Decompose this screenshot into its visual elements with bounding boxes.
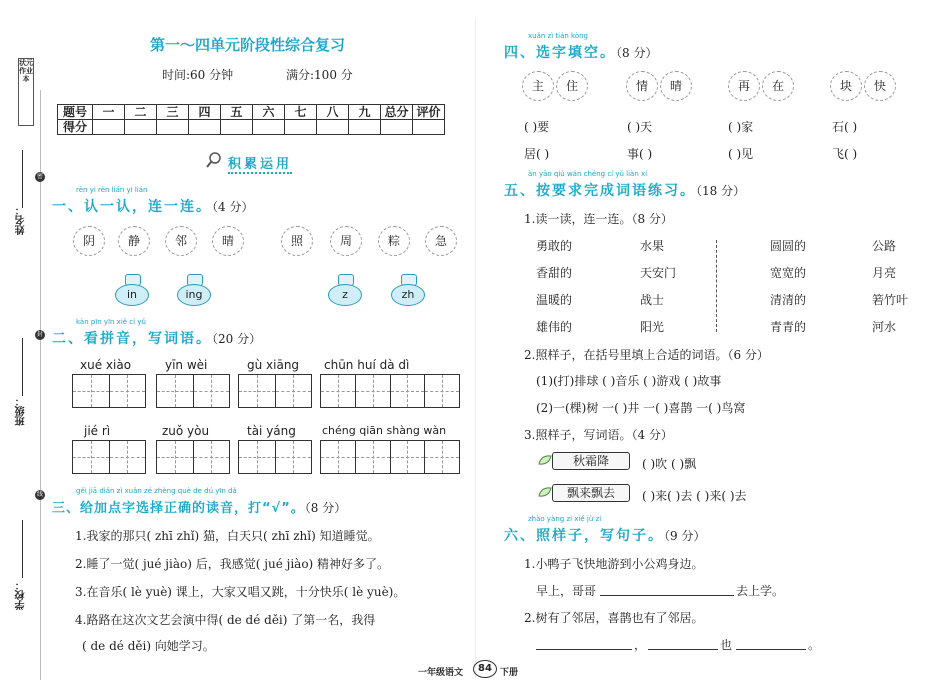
answer-line[interactable]: [536, 649, 632, 650]
char-cloud[interactable]: 周: [330, 226, 362, 256]
score-header-cell: 三: [157, 105, 189, 120]
score-header-cell: 八: [317, 105, 349, 120]
score-cell[interactable]: [285, 120, 317, 135]
score-header-cell: 评价: [413, 105, 445, 120]
option-cloud: 快: [864, 71, 896, 101]
char-cloud[interactable]: 邻: [165, 226, 197, 256]
match-word[interactable]: 水果: [640, 239, 665, 253]
option-cloud: 主: [522, 71, 554, 101]
footer-grade: 一年级语文: [418, 668, 464, 678]
score-header-cell: 五: [221, 105, 253, 120]
s4-pinyin: xuǎn zì tián kòng: [528, 32, 588, 40]
match-word[interactable]: 圆圆的: [770, 239, 807, 253]
match-word[interactable]: 勇敢的: [536, 239, 573, 253]
option-cloud: 情: [626, 71, 658, 101]
answer-line[interactable]: [736, 649, 806, 650]
full-score-label: 满分:100 分: [286, 68, 353, 82]
s4-title-text: 四、选字填空。: [504, 45, 616, 61]
score-table: [57, 104, 445, 135]
s5-q3-row[interactable]: ( )吹 ( )飘: [642, 457, 697, 471]
binding-dot-3: 线: [36, 491, 43, 498]
vase[interactable]: [328, 274, 362, 306]
option-cloud: 晴: [660, 71, 692, 101]
match-word[interactable]: 温暖的: [536, 293, 573, 307]
s1-pinyin: rèn yi rèn lián yi lián: [76, 186, 148, 194]
binding-dot-1: 密: [36, 173, 43, 180]
match-word[interactable]: 月亮: [872, 266, 897, 280]
s6-item: 2.树有了邻居，喜鹊也有了邻居。: [524, 611, 704, 625]
writing-grid[interactable]: [156, 440, 230, 474]
char-cloud[interactable]: 静: [118, 226, 150, 256]
fill-blank[interactable]: ( )要: [524, 120, 550, 134]
fill-blank[interactable]: ( )天: [627, 120, 653, 134]
vase-label: z: [328, 284, 362, 306]
s3-item[interactable]: 1.我家的那只( zhī zhǐ) 猫，白天只( zhī zhǐ) 知道睡觉。: [75, 529, 380, 543]
score-cell[interactable]: [349, 120, 381, 135]
name-label: 姓名：: [16, 205, 27, 235]
s5-title: [504, 180, 745, 200]
s3-title: [52, 497, 346, 516]
writing-grid[interactable]: [72, 440, 146, 474]
writing-grid[interactable]: [238, 374, 312, 408]
fill-blank[interactable]: 飞( ): [832, 147, 858, 161]
match-word[interactable]: 天安门: [640, 266, 677, 280]
match-word[interactable]: 箬竹叶: [872, 293, 909, 307]
writing-grid[interactable]: [156, 374, 230, 408]
score-header-cell: 六: [253, 105, 285, 120]
score-cell[interactable]: [189, 120, 221, 135]
leaf-icon: [538, 454, 552, 466]
s5-q1: 1.读一读，连一连。（8 分）: [524, 212, 673, 226]
match-word[interactable]: 战士: [640, 293, 665, 307]
char-cloud[interactable]: 晴: [212, 226, 244, 256]
writing-grid[interactable]: [320, 440, 460, 474]
score-cell[interactable]: [317, 120, 349, 135]
s6-item: 。: [808, 638, 821, 652]
score-cell[interactable]: [413, 120, 445, 135]
s6-item: ，: [634, 638, 647, 652]
leaf-icon: [538, 486, 552, 498]
answer-line[interactable]: [648, 649, 718, 650]
match-word[interactable]: 宽宽的: [770, 266, 807, 280]
s5-q2-row[interactable]: (2)一(棵)树 一( )井 一( )喜鹊 一( )鸟窝: [536, 401, 746, 415]
word-pinyin: zuǒ yòu: [162, 424, 210, 438]
vase[interactable]: [115, 274, 149, 306]
s2-title: [52, 328, 261, 348]
char-cloud[interactable]: 粽: [378, 226, 410, 256]
s5-pinyin: àn yāo qiú wán chéng cí yǔ liàn xí: [528, 170, 648, 178]
s3-item[interactable]: 4.路路在这次文艺会演中得( de dé děi) 了第一名，我得: [75, 613, 376, 627]
word-pinyin: yīn wèi: [165, 358, 208, 372]
binding-dot-2: 封: [36, 331, 43, 338]
s6-title: [504, 525, 705, 545]
score-header-cell: 总分: [381, 105, 413, 120]
vase[interactable]: [177, 274, 211, 306]
page-title: 第一～四单元阶段性综合复习: [150, 36, 346, 54]
s2-pinyin: kàn pīn yīn xiě cí yǔ: [76, 318, 146, 326]
magnifier-icon: [205, 151, 223, 169]
option-cloud: 住: [556, 71, 588, 101]
word-pinyin: jié rì: [84, 424, 111, 438]
char-cloud[interactable]: 阴: [73, 226, 105, 256]
answer-line[interactable]: [600, 595, 734, 596]
school-label: 学校：: [16, 580, 27, 610]
s5-q3: 3.照样子，写词语。（4 分）: [524, 428, 673, 442]
s3-item[interactable]: ( de dé děi) 向她学习。: [82, 639, 215, 653]
char-cloud[interactable]: 照: [281, 226, 313, 256]
score-header-cell: 九: [349, 105, 381, 120]
score-header-cell: 一: [93, 105, 125, 120]
s5-q2-row[interactable]: (1)(打)排球 ( )音乐 ( )游戏 ( )故事: [536, 374, 722, 388]
page-number: 84: [473, 660, 497, 678]
class-label: 班级：: [16, 396, 27, 426]
writing-grid[interactable]: [238, 440, 312, 474]
fill-blank[interactable]: 居( ): [524, 147, 550, 161]
vase-label: in: [115, 284, 149, 306]
s6-item: 也: [720, 638, 733, 652]
time-label: 时间:60 分钟: [162, 68, 234, 82]
fill-blank[interactable]: 事( ): [627, 147, 653, 161]
s5-q2: 2.照样子，在括号里填上合适的词语。（6 分）: [524, 348, 769, 362]
vase-label: ing: [177, 284, 211, 306]
char-cloud[interactable]: 急: [425, 226, 457, 256]
score-cell[interactable]: [93, 120, 125, 135]
match-word[interactable]: 雄伟的: [536, 320, 573, 334]
word-pinyin: chūn huí dà dì: [324, 358, 410, 372]
s1-title: [52, 196, 253, 216]
s1-points: （4 分）: [212, 200, 254, 214]
s3-pinyin: gěi jiā diǎn zì xuǎn zé zhèng què de dú yīn dǎ: [76, 487, 237, 495]
vase[interactable]: [391, 274, 425, 306]
example-word: 秋霜降: [552, 452, 630, 470]
s5-q3-row[interactable]: ( )来( )去 ( )来( )去: [642, 489, 747, 503]
s3-item[interactable]: 2.睡了一觉( jué jiào) 后，我感觉( jué jiào) 精神好多了。: [75, 557, 390, 571]
s4-title: [504, 42, 657, 62]
page-divider: [475, 18, 476, 678]
score-cell[interactable]: [221, 120, 253, 135]
s6-item: 早上，哥哥: [536, 584, 597, 598]
class-write-line[interactable]: [22, 338, 23, 396]
word-pinyin: xué xiào: [80, 358, 132, 372]
example-word: 飘来飘去: [552, 484, 630, 502]
writing-grid[interactable]: [320, 374, 460, 408]
name-write-line[interactable]: [22, 150, 23, 208]
match-word[interactable]: 清清的: [770, 293, 807, 307]
s3-title-text: 三、给加点字选择正确的读音，打“√”。: [52, 501, 305, 516]
score-cell[interactable]: [253, 120, 285, 135]
s2-title-text: 二、看拼音，写词语。: [52, 331, 212, 347]
match-word[interactable]: 公路: [872, 239, 897, 253]
score-cell[interactable]: [157, 120, 189, 135]
option-cloud: 在: [762, 71, 794, 101]
s3-item[interactable]: 3.在音乐( lè yuè) 课上，大家又唱又跳，十分快乐( lè yuè)。: [75, 585, 406, 599]
s6-item: 去上学。: [736, 584, 785, 598]
s6-points: （9 分）: [664, 529, 706, 543]
match-word[interactable]: 河水: [872, 320, 897, 334]
s4-points: （8 分）: [616, 46, 658, 60]
word-pinyin: gù xiāng: [247, 358, 300, 372]
series-label: 状元作业本: [18, 58, 34, 126]
score-header-cell: 二: [125, 105, 157, 120]
s1-title-text: 一、认一认，连一连。: [52, 199, 212, 215]
s6-item: 1.小鸭子飞快地游到小公鸡身边。: [524, 557, 704, 571]
score-header-cell: 四: [189, 105, 221, 120]
match-word[interactable]: 青青的: [770, 320, 807, 334]
fill-blank[interactable]: 石( ): [832, 120, 858, 134]
s6-pinyin: zhào yàng zi xiě jù zi: [528, 515, 602, 523]
score-cell[interactable]: [125, 120, 157, 135]
fill-blank[interactable]: ( )家: [728, 120, 754, 134]
word-pinyin: chéng qiān shàng wàn: [322, 424, 447, 437]
fill-blank[interactable]: ( )见: [728, 147, 754, 161]
word-pinyin: tài yáng: [247, 424, 296, 438]
s2-points: （20 分）: [212, 332, 262, 346]
writing-grid[interactable]: [72, 374, 146, 408]
footer-volume: 下册: [500, 668, 519, 678]
score-cell[interactable]: [381, 120, 413, 135]
option-cloud: 再: [728, 71, 760, 101]
section-badge: 积累运用: [228, 153, 292, 174]
match-word[interactable]: 阳光: [640, 320, 665, 334]
match-word[interactable]: 香甜的: [536, 266, 573, 280]
s6-title-text: 六、照样子，写句子。: [504, 528, 664, 544]
s3-points: （8 分）: [304, 501, 347, 515]
s5-title-text: 五、按要求完成词语练习。: [504, 183, 696, 199]
score-header-cell: 七: [285, 105, 317, 120]
option-cloud: 块: [830, 71, 862, 101]
vase-label: zh: [391, 284, 425, 306]
score-header-cell: 题号: [58, 105, 93, 120]
s5-points: （18 分）: [696, 184, 746, 198]
score-row-label: 得分: [58, 120, 93, 135]
match-divider: [716, 240, 717, 332]
school-write-line[interactable]: [22, 520, 23, 578]
